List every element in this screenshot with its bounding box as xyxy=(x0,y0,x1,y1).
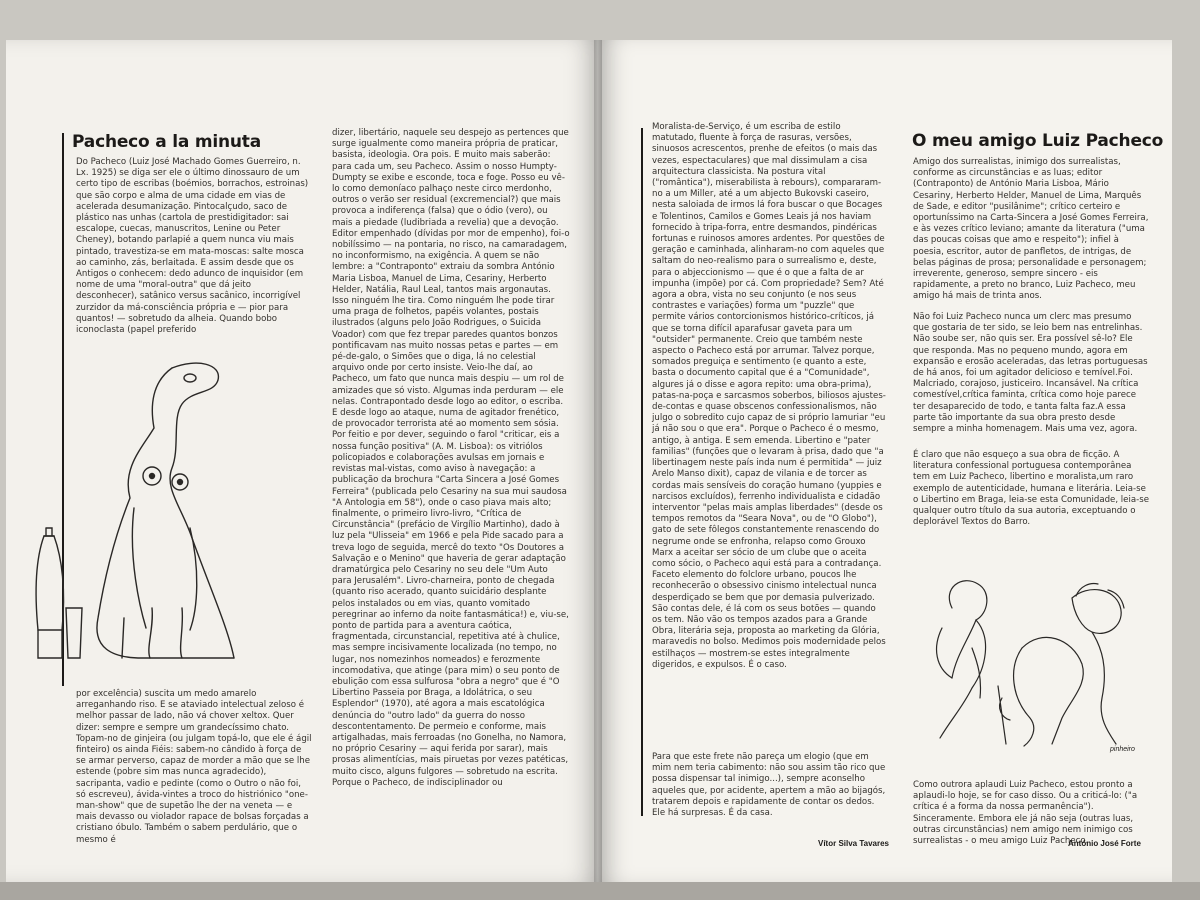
page-gutter xyxy=(594,40,602,882)
drawing-artist-signature: pinheiro xyxy=(1110,746,1135,753)
caricature-figure-illustration xyxy=(22,358,262,686)
two-figures-illustration xyxy=(912,568,1158,748)
right-col2-p2: Não foi Luiz Pacheco nunca um clerc mas presumo que gostaria de ter sido, se leio bem nas entrelinhas. Não soube ser, não quis ser. Era possível sê-lo? Ele que responda. Mas no pequeno mundo, agora em expansão e erosão aceleradas, das letras portuguesas de há anos, foi um agitador delicioso e temível.Foi. Malcriado, corajoso, justiceiro. Incansável. Na crítica comestível,crítica faminta, crítica como hoje parece ter desaparecido de todo, e tanta falta faz.A essa parte tão importante da sua obra presto desde sempre a minha homenagem. Mais uma vez, agora. xyxy=(913,312,1148,435)
signature-antonio-jose-forte: António José Forte xyxy=(1068,839,1141,848)
right-col2-p3: É claro que não esqueço a sua obra de ficção. A literatura confessional portuguesa contemporânea tem em Luiz Pacheco, libertino e moralista,um raro exemplo de autenticidade, humana e literária. Leia-se o Libertino em Braga, leia-se esta Comunidade, leia-se qualquer outro título da sua autoria, exceptuando o deplorável Textos do Barro. xyxy=(913,450,1149,528)
right-col2-p1: Amigo dos surrealistas, inimigo dos surrealistas, conforme as circunstâncias e as luas; editor (Contraponto) de António Maria Lisboa, Mário Cesariny, Herberto Helder, Manuel de Lima, Marquês de Sade, e editor "pusilânime"; crítico certeiro e oportuníssimo na Carta-Sincera a José Gomes Ferreira, e às vezes crítico leviano; amante da literatura ("uma das poucas coisas que amo e respeito"); infiel à poesia, escritor, autor de panfletos, de intrigas, de belas páginas de prosa; personalidade e personagem; irreverente, generoso, sempre sincero - eis rapidamente, a preto no branco, Luiz Pacheco, meu amigo há mais de trinta anos. xyxy=(913,157,1149,302)
left-col2-text: dizer, libertário, naquele seu despejo as pertences que surge igualmente como maneira própria de praticar, basista, ideologia. Ora pois. E muito mais saberão: para cada um, seu Pacheco. Assim o nosso Humpty-Dumpty se exibe e esconde, toca e foge. Posso eu vê-lo como demoníaco palhaço neste circo merdonho, outros o verão ser residual (excremencial?) que mais provoca a indiferença (falsa) que o ódio (vero), ou mais a piedade (ludibriada a revelia) que a devoção. Editor empenhado (dívidas por mor de empenho), foi-o nobilíssimo — na pontaria, no risco, na camaradagem, no inconformismo, na exigência. A quem se não lembre: a "Contraponto" extraiu da sombra António Maria Lisboa, Manuel de Lima, Cesariny, Herberto Helder, Natália, Raul Leal, tantos mais argonautas. Isso ninguém lhe tira. Como ninguém lhe pode tirar uma praga de folhetos, papéis volantes, postais ilustrados (alguns pelo João Rodrigues, o Suicida Voador) com que fez trepar paredes quantos bonzos pontificavam nas muito nossas petas e partes — em pé-de-galo, o Simões que o diga, lá no celestial arquivo onde por certo insiste. Veio-lhe daí, ao Pacheco, um fato que nunca mais despiu — um rol de amizades que só visto. Algumas inda perduram — ele nelas. Contrapontado desde logo ao editor, o escriba. E desde logo ao ataque, numa de agitador frenético, de provocador terrorista até ao momento sem sósia. Por feitio e por dever, seguindo o farol "criticar, eis a nossa função positiva" (A. M. Lisboa): os vitriólos policopiados e colaborações avulsas em jornais e revistas mal-vistas, como aviso à navegação: a publicação da brochura "Carta Sincera a José Gomes Ferreira" (publicada pelo Cesariny na sua mui saudosa "A Antologia em 58"), onde o caso piava mais alto; finalmente, o primeiro livro-livro, "Crítica de Circunstância" (prefácio de Virgílio Martinho), dado à luz pela "Ulisseia" em 1966 e pela Pide sacado para a treva logo de seguida, mercê do texto "Os Doutores a Salvação e o Menino" que haveria de gerar adaptação dramatúrgica pelo Cesariny no seu dele "Um Auto para Jerusalém". Livro-charneira, ponto de chegada (quanto riso acerado, quanto suicidário desplante pelos instalados ou em vias, quanto vomitado peregrinar ao inferno da noite fantasmática!) e, viu-se, ponto de partida para a aventura caótica, fragmentada, circunstancial, repetitiva até à chulice, mas sempre incisivamente localizada (no tempo, no lugar, nos nomezinhos nomeados) e ferozmente incomodativa, que atinge (para mim) o seu ponto de ebulição com essa sulfurosa "obra a negro" que é "O Libertino Passeia por Braga, a Idolátrica, o seu Esplendor" (1970), até agora a mais escatológica denúncia do "outro lado" da guerra do nosso descontentamento. De permeio e conforme, mais artigalhadas, mais ferroadas (no Gonelha, no Namora, no próprio Cesariny — aqui ferida por sarar), mais prosas alimentícias, mais piruetas por vezes patéticas, muito cisco, alguns fulgores — sobretudo na escrita. Porque o Pacheco, de indisciplinador ou xyxy=(332,128,570,788)
right-article-title: O meu amigo Luiz Pacheco xyxy=(912,131,1164,151)
table-surface xyxy=(0,882,1200,900)
left-col1-top-text: Do Pacheco (Luiz José Machado Gomes Guerreiro, n. Lx. 1925) se diga ser ele o último dinossauro de um certo tipo de escribas (boémios, borrachos, estroinas) que são corpo e alma de uma cidade em vias de acelerada desumanização. Pintocalçudo, saco de plástico nas unhas (cartola de prestidigitador: sai escalope, cuecas, manuscritos, Lenine ou Peter Cheney), botando parlapié a quem nunca viu mais pintado, travestiza-se em mata-moscas: salte mosca ao caminho, zás, berlaitada. E assim desde que os Antigos o conhecem: dedo adunco de inquisidor (em nome de uma "moral-outra" que dá jeito desconhecer), satânico versus sacânico, incorrigível zurzidor da má-consciência própria e — pior para quantos! — sobretudo da alheia. Quando bobo iconoclasta (papel preferido xyxy=(76,157,309,336)
right-col1-rule xyxy=(641,128,643,816)
left-article-title: Pacheco a la minuta xyxy=(72,132,262,152)
right-col2-bottom-text: Como outrora aplaudi Luiz Pacheco, estou pronto a aplaudi-lo hoje, se for caso disso. Ou a criticá-lo: ("a crítica é a forma da nossa permanência"). Sinceramente. Embora ele já não seja (outras luas, outras circunstâncias) nem amigo nem inimigo cos surrealistas - o meu amigo Luiz Pacheco. xyxy=(913,780,1138,847)
right-col1-bottom-text: Para que este frete não pareça um elogio (que em mim nem teria cabimento: não sou assim tão rico que possa dispensar tal inimigo...), sempre aconselho aqueles que, por acidente, apertem a mão ao bijagós, tratarem depois e rapidamente de contar os dedos. Ele há surpresas. É da casa. xyxy=(652,752,886,819)
right-col1-text: Moralista-de-Serviço, é um escriba de estilo matutado, fluente à força de rasuras, versões, sinuosos acrescentos, prenhe de efeitos (o mais das vezes, espectaculares) que mal dissimulam a cisa arquitectura classicista. Na postura vital ("romântica"), miserabilista à rebours), compararam-no a um Miller, até a um abjecto Bukovski caseiro, nesta saloiada de irmos lá fora buscar o que Bocages e Tolentinos, Camilos e Gomes Leais já nos haviam fornecido à tripa-forra, entre desmandos, pindéricas fortunas e ruinosos amores ardentes. Por questões de geração e caminhada, alinharam-no com aqueles que saltam do neo-realismo para o surrealismo e, deste, para o abjeccionismo — que é o que a falta de ar impunha (impõe) por cá. Com propriedade? Sem? Até agora a obra, vista no seu conjunto (e nos seus contrastes e variações) forma um "puzzle" que permite vários contorcionismos histórico-críticos, já que se torna difícil aparafusar gaveta para um "outsider" permanente. Creio que também neste aspecto o Pacheco está por arrumar. Talvez porque, somados preguiça e sentimento (e quanto a este, basta o documento capital que é a "Comunidade", algures já o disse e agora repito: uma obra-prima), patas-na-poça e sarcasmos soberbos, biliosos ajustes-de-contas e quase obscenos confessionalismos, não julgo o sobredito cujo capaz de si próprio lamuriar "eu já não sou o que era". Porque o Pacheco é o mesmo, antigo, à antiga. E sem emenda. Libertino e "pater familias" (funções que o levaram à prisa, dado que "a libertinagem neste país inda num é permitida" — juiz Arelo Manso dixit), capaz de vilania e de torcer as cordas mais sensíveis do coração humano (yuppies e narcisos excluídos), ferrenho individualista e cidadão interventor "pelas mais amplas liberdades" (desde os tempos remotos da "Seara Nova", ou de "O Globo"), gato de sete fôlegos constantemente renascendo do negrume onde se enfronha, relapso como Grouxo Marx a aceitar ser sócio de um clube que o aceita como sócio, o Pacheco aqui está para a contradança. Faceto elemento do folclore urbano, poucos lhe reconhecerão o obsessivo cinismo intelectual nunca desperdiçado se bem que por demasia pulverizado. São contas dele, é lá com os seus botões — quando os tem. Não vão os tempos azados para a Grande Obra, literária seja, proposta ao marketing da Glória, maravedis no bolso. Medimos pois modernidade pelos estilhaços — mostrem-se estes integralmente digeridos, e expulsos. É o caso. xyxy=(652,122,886,670)
left-col1-bottom-text: por excelência) suscita um medo amarelo arreganhando riso. E se ataviado intelectual zeloso é melhor passar de lado, não vá chover xeltox. Quer dizer: sempre e sempre um grandecíssimo chato. Topam-no de ginjeira (ou julgam topá-lo, que ele é ágil finteiro) os ainda Fiéis: sabem-no cândido à força de se armar perverso, capaz de morder a mão que se lhe estende (pobre sim mas nunca agradecido), sacripanta, vadio e pedinte (como o Outro o não foi, só escreveu), ávida-vintes a troco do histriónico "one-man-show" que de supetão lhe der na veneta — e mais devasso ou violador rapace de bolsas forçadas a cristiano óbulo. Também o sabem perdulário, que o mesmo é xyxy=(76,689,312,845)
signature-vitor-silva-tavares: Vítor Silva Tavares xyxy=(818,839,889,848)
